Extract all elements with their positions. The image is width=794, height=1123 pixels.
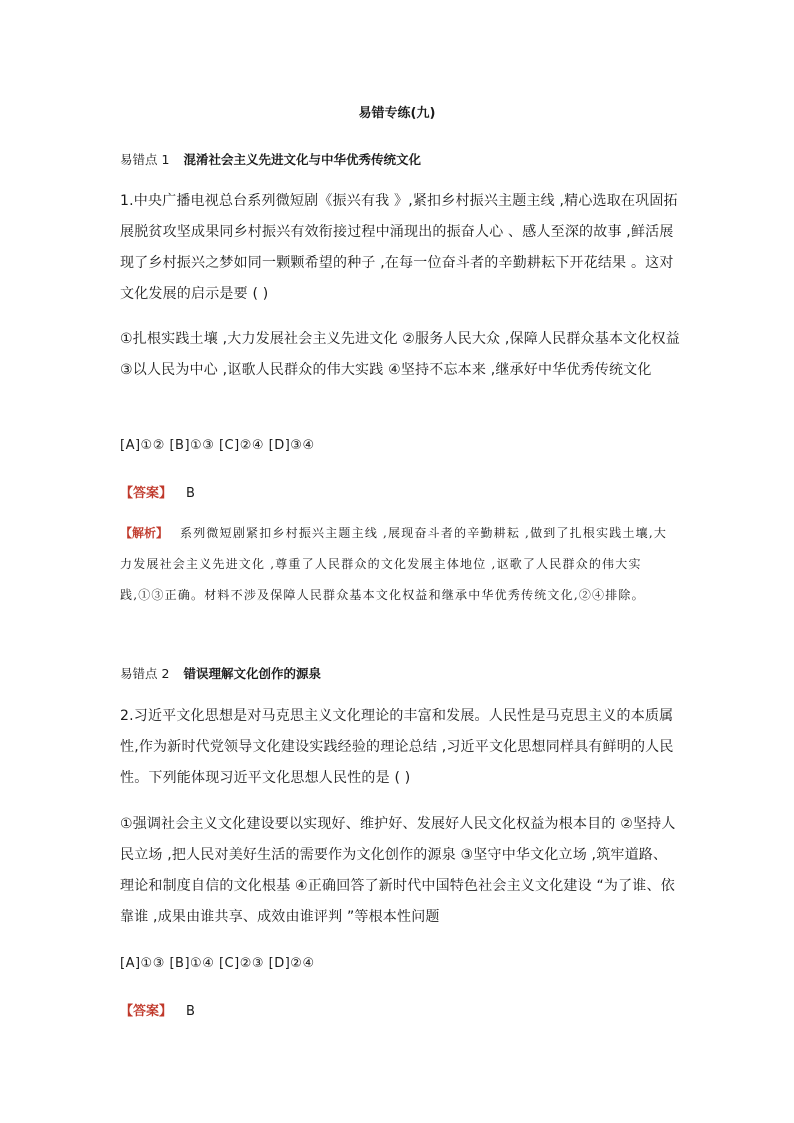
error-point-1 — [120, 150, 421, 168]
question-1-stem: 1.中央广播电视总台系列微短剧《振兴有我 》,紧扣乡村振兴主题主线 ,精心选取在巩固拓展脱贫攻坚成果同乡村振兴有效衔接过程中涌现出的振奋人心 、感人至深的故事 ,鲜活展现了乡村振兴之梦如同一颗颗希望的种子 ,在每一位奋斗者的辛勤耕耘下开花结果 。这对文化发展的启示是要 ( ) — [120, 193, 678, 302]
error-point-2 — [120, 664, 321, 682]
question-2-answer — [120, 1000, 195, 1019]
answer-tag: 【答案】 — [120, 1004, 173, 1019]
error-point-2-label: 错误理解文化创作的源泉 — [183, 666, 321, 681]
answer-value: B — [186, 1004, 195, 1019]
error-point-2-number: 易错点 2 — [120, 666, 170, 681]
answer-value: B — [186, 486, 195, 501]
error-point-1-number: 易错点 1 — [120, 152, 170, 167]
question-1-options: [A]①② [B]①③ [C]②④ [D]③④ — [120, 438, 315, 453]
question-2-stem: 2.习近平文化思想是对马克思主义文化理论的丰富和发展。人民性是马克思主义的本质属性,作为新时代党领导文化建设实践经验的理论总结 ,习近平文化思想同样具有鲜明的人民性。下列能体现习近平文化思想人民性的是 ( ) — [120, 708, 674, 786]
question-1-statements: ①扎根实践土壤 ,大力发展社会主义先进文化 ②服务人民大众 ,保障人民群众基本文化权益 ③以人民为中心 ,讴歌人民群众的伟大实践 ④坚持不忘本来 ,继承好中华优秀传统文化 — [120, 331, 680, 378]
analysis-text: 系列微短剧紧扣乡村振兴主题主线 ,展现奋斗者的辛勤耕耘 ,做到了扎根实践土壤,大力发展社会主义先进文化 ,尊重了人民群众的文化发展主体地位 ,讴歌了人民群众的伟大实践,①③正确。材料不涉及保障人民群众基本文化权益和继承中华优秀传统文化,②④排除。 — [120, 526, 668, 602]
question-1-answer — [120, 482, 195, 501]
page-title: 易错专练(九) — [358, 106, 436, 121]
analysis-tag: 【解析】 — [120, 526, 169, 540]
answer-tag: 【答案】 — [120, 486, 173, 501]
error-point-1-label: 混淆社会主义先进文化与中华优秀传统文化 — [183, 152, 421, 167]
question-2-options: [A]①③ [B]①④ [C]②③ [D]②④ — [120, 956, 315, 971]
question-2-statements: ①强调社会主义文化建设要以实现好、维护好、发展好人民文化权益为根本目的 ②坚持人民立场 ,把人民对美好生活的需要作为文化创作的源泉 ③坚守中华文化立场 ,筑牢道路、理论和制度自信的文化根基 ④正确回答了新时代中国特色社会主义文化建设 “为了谁、依靠谁 ,成果由谁共享、成效由谁评判 ”等根本性问题 — [120, 816, 676, 925]
question-1-analysis — [120, 518, 680, 611]
